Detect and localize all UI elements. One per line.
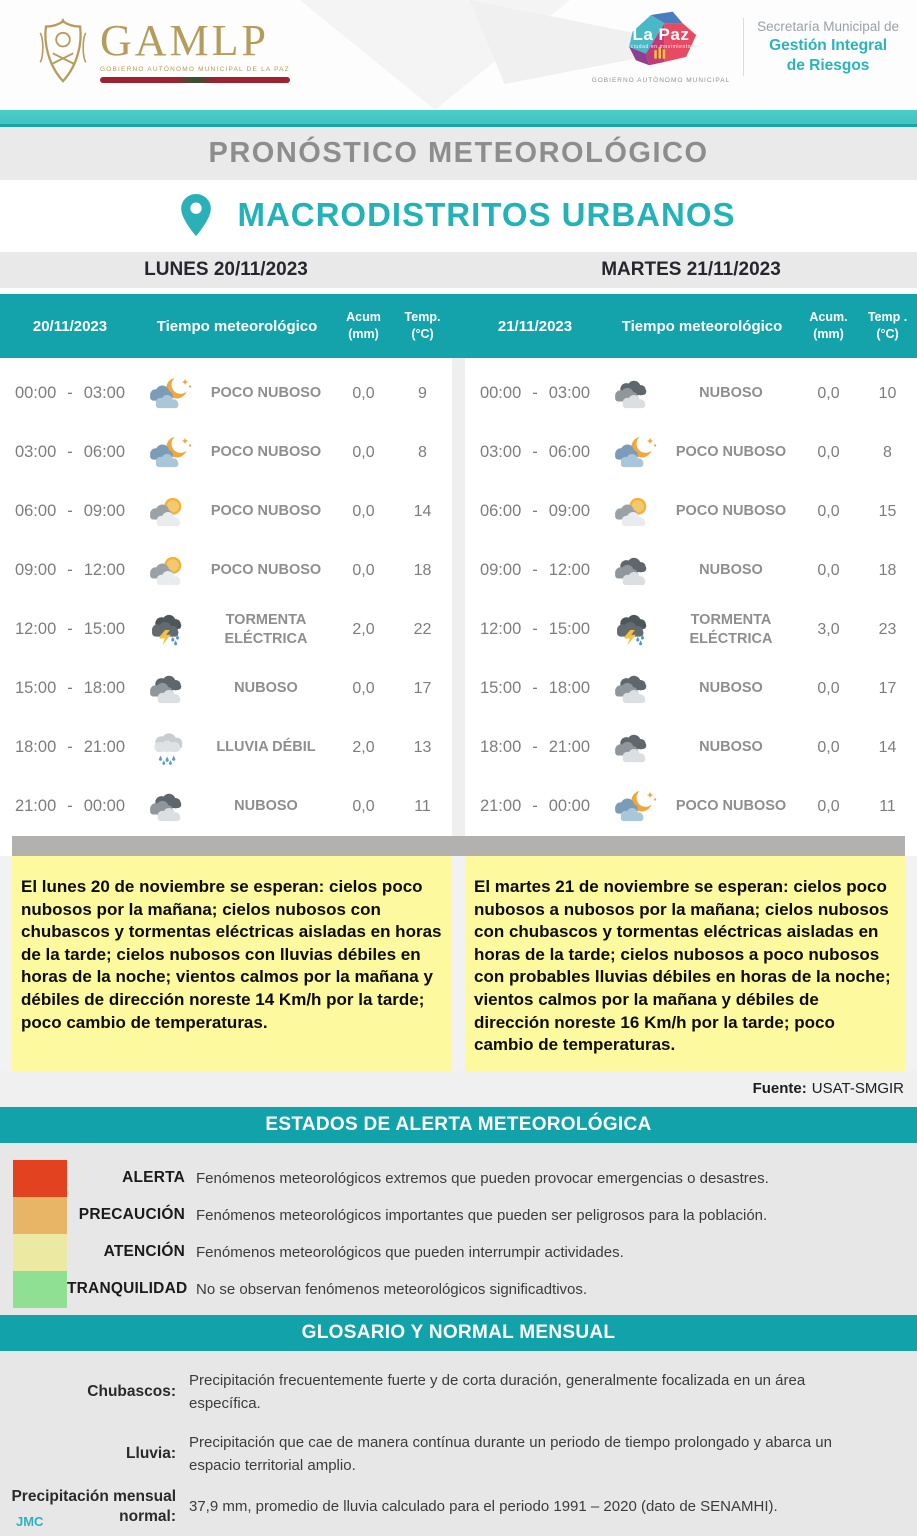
weather-icon: [140, 436, 198, 470]
secretaria-line3: de Riesgos: [786, 56, 870, 74]
secretaria-line2: Gestión Integral: [769, 36, 888, 54]
weather-icon: [140, 495, 198, 529]
time-end: 12:00: [548, 561, 591, 579]
summary-tuesday: [465, 856, 905, 1071]
alert-color-swatch: [13, 1160, 67, 1197]
time-end: 21:00: [548, 738, 591, 756]
time-range: [465, 797, 605, 816]
location-pin-icon: [181, 194, 211, 236]
time-start: 18:00: [14, 738, 57, 756]
precipitation-value: 0,0: [817, 738, 840, 756]
secretaria-block: [757, 18, 907, 76]
precipitation-value: 2,0: [352, 620, 375, 638]
alerts-section-title: ESTADOS DE ALERTA METEOROLÓGICA: [0, 1107, 917, 1143]
time-end: 09:00: [83, 502, 126, 520]
precipitation-value: 0,0: [817, 443, 840, 461]
header: [0, 0, 917, 110]
source-label: Fuente:: [752, 1080, 807, 1098]
alert-label: ATENCIÓN: [103, 1243, 185, 1261]
weather-icon: [140, 790, 198, 824]
weather-icon: [605, 613, 663, 647]
table-row: [465, 482, 917, 541]
summaries: [0, 856, 917, 1071]
time-range: [0, 738, 140, 757]
time-separator: -: [532, 738, 538, 756]
column-temp: [393, 309, 452, 343]
weather-icon: [605, 377, 663, 411]
weather-condition: POCO NUBOSO: [210, 562, 322, 579]
temperature-value: 11: [414, 797, 431, 815]
column-date: 20/11/2023: [32, 317, 108, 335]
time-start: 00:00: [14, 384, 57, 402]
time-separator: -: [532, 443, 538, 461]
table-header-tuesday: [465, 294, 917, 358]
time-range: [0, 679, 140, 698]
column-acum-line1: Acum: [346, 310, 381, 325]
time-range: [0, 797, 140, 816]
time-end: 18:00: [548, 679, 591, 697]
time-separator: -: [532, 679, 538, 697]
alert-description: Fenómenos meteorológicos que pueden interrumpir actividades.: [196, 1243, 624, 1261]
alert-description: No se observan fenómenos meteorológicos significadtivos.: [196, 1280, 588, 1298]
weather-condition: NUBOSO: [699, 562, 763, 579]
time-start: 12:00: [479, 620, 522, 638]
title-band: [0, 127, 917, 180]
forecast-table-monday: [0, 358, 452, 836]
glossary-definition: 37,9 mm, promedio de lluvia calculado para el periodo 1991 – 2020 (dato de SENAMHI).: [189, 1498, 778, 1516]
time-separator: -: [67, 384, 73, 402]
table-header: [0, 294, 917, 358]
weather-icon: [140, 672, 198, 706]
lapaz-tagline: ciudad en movimiento: [630, 44, 692, 50]
time-separator: -: [67, 561, 73, 579]
temperature-value: 17: [413, 679, 432, 697]
precipitation-value: 0,0: [352, 384, 375, 402]
weather-condition: NUBOSO: [699, 739, 763, 756]
gamlp-ribbon: [100, 77, 290, 83]
gamlp-crest-icon: [38, 16, 88, 86]
alert-color-swatch: [13, 1271, 67, 1308]
glossary-term: Chubascos:: [87, 1382, 176, 1400]
lapaz-logo: [592, 10, 730, 84]
time-separator: -: [67, 679, 73, 697]
table-row: [465, 777, 917, 836]
temperature-value: 14: [878, 738, 897, 756]
author-initials: JMC: [16, 1513, 44, 1529]
gamlp-logo: [38, 16, 290, 86]
time-separator: -: [67, 738, 73, 756]
glossary-row: [0, 1485, 917, 1529]
table-row: [0, 364, 452, 423]
time-end: 21:00: [83, 738, 126, 756]
glossary-term: Lluvia:: [126, 1444, 176, 1462]
table-row: [465, 423, 917, 482]
temperature-value: 11: [879, 797, 896, 815]
column-temp-line1: Temp .: [867, 310, 908, 325]
weather-icon: [605, 790, 663, 824]
page-subtitle: MACRODISTRITOS URBANOS: [237, 196, 736, 233]
precipitation-value: 2,0: [352, 738, 375, 756]
alert-color-swatch: [13, 1197, 67, 1234]
time-start: 09:00: [14, 561, 57, 579]
temperature-value: 18: [878, 561, 897, 579]
glossary-definition: Precipitación que cae de manera contínua durante un periodo de tiempo prolongado y abarca un espacio territorial amplio.: [189, 1433, 832, 1474]
source-value: USAT-SMGIR: [811, 1080, 904, 1098]
time-separator: -: [532, 620, 538, 638]
alert-description: Fenómenos meteorológicos extremos que pueden provocar emergencias o desastres.: [196, 1169, 769, 1187]
time-start: 06:00: [479, 502, 522, 520]
weather-condition: NUBOSO: [699, 385, 763, 402]
column-temp-line2: (°C): [411, 327, 434, 341]
secretaria-line1: Secretaría Municipal de: [757, 19, 899, 35]
table-header-monday: [0, 294, 452, 358]
temperature-value: 10: [878, 384, 897, 402]
weather-icon: [140, 613, 198, 647]
weather-icon: [605, 436, 663, 470]
summary-monday: [12, 856, 452, 1071]
column-weather: Tiempo meteorológico: [156, 317, 318, 335]
weather-icon: [605, 554, 663, 588]
column-temp: [858, 309, 917, 343]
time-end: 03:00: [83, 384, 126, 402]
weather-icon: [140, 377, 198, 411]
table-center-divider: [452, 358, 465, 836]
temperature-value: 17: [878, 679, 897, 697]
time-start: 03:00: [479, 443, 522, 461]
weather-icon: [140, 731, 198, 765]
time-start: 15:00: [479, 679, 522, 697]
table-row: [465, 541, 917, 600]
weather-condition: POCO NUBOSO: [675, 444, 787, 461]
day-header-monday: LUNES 20/11/2023: [144, 259, 308, 280]
table-row: [0, 482, 452, 541]
header-divider: [743, 18, 744, 76]
weather-icon: [140, 554, 198, 588]
weather-condition: TORMENTA ELÉCTRICA: [689, 611, 773, 647]
time-start: 21:00: [14, 797, 57, 815]
glossary-row: [0, 1423, 917, 1485]
alert-row: [0, 1234, 917, 1271]
page-title: PRONÓSTICO METEOROLÓGICO: [208, 137, 709, 169]
table-row: [0, 777, 452, 836]
time-start: 12:00: [14, 620, 57, 638]
time-range: [0, 502, 140, 521]
time-range: [0, 443, 140, 462]
weather-condition: TORMENTA ELÉCTRICA: [224, 611, 308, 647]
forecast-table-tuesday: [465, 358, 917, 836]
time-range: [0, 561, 140, 580]
day-header-band: [0, 252, 917, 288]
precipitation-value: 0,0: [352, 797, 375, 815]
time-range: [465, 384, 605, 403]
precipitation-value: 0,0: [817, 797, 840, 815]
temperature-value: 13: [413, 738, 432, 756]
alert-row: [0, 1271, 917, 1308]
time-end: 00:00: [548, 797, 591, 815]
source-row: [0, 1071, 917, 1107]
column-acum-line1: Acum.: [809, 310, 848, 325]
summary-monday-text: El lunes 20 de noviembre se esperan: cielos poco nubosos por la mañana; cielos nubosos con chubascos y tormentas eléctricas aisladas en horas de la tarde; cielos nubosos con lluvias débiles en horas de la noche; vientos calmos por la mañana y débiles de dirección noreste 14 Km/h por la tarde; poco cambio de temperaturas.: [21, 877, 442, 1032]
alert-color-swatch: [13, 1234, 67, 1271]
alert-label: ALERTA: [122, 1169, 185, 1187]
temperature-value: 23: [878, 620, 897, 638]
table-row: [0, 659, 452, 718]
time-end: 06:00: [548, 443, 591, 461]
weather-condition: NUBOSO: [234, 680, 298, 697]
precipitation-value: 0,0: [817, 561, 840, 579]
column-temp-line2: (°C): [876, 327, 899, 341]
time-range: [0, 620, 140, 639]
glossary-definition: Precipitación frecuentemente fuerte y de corta duración, generalmente focalizada en un área específica.: [189, 1371, 806, 1412]
table-row: [465, 600, 917, 659]
time-start: 00:00: [479, 384, 522, 402]
alerts-panel: [0, 1143, 917, 1315]
precipitation-value: 0,0: [817, 679, 840, 697]
time-end: 15:00: [548, 620, 591, 638]
temperature-value: 8: [883, 443, 892, 461]
time-separator: -: [67, 502, 73, 520]
time-range: [465, 679, 605, 698]
weather-condition: POCO NUBOSO: [675, 798, 787, 815]
temperature-value: 15: [878, 502, 897, 520]
table-row: [0, 600, 452, 659]
weather-condition: POCO NUBOSO: [210, 444, 322, 461]
glossary-panel: [0, 1351, 917, 1536]
time-separator: -: [67, 797, 73, 815]
weather-icon: [605, 495, 663, 529]
time-end: 15:00: [83, 620, 126, 638]
weather-icon: [605, 731, 663, 765]
temperature-value: 22: [413, 620, 432, 638]
weather-condition: NUBOSO: [699, 680, 763, 697]
weather-icon: [605, 672, 663, 706]
time-start: 03:00: [14, 443, 57, 461]
column-acum: [799, 309, 858, 343]
time-end: 06:00: [83, 443, 126, 461]
alert-row: [0, 1160, 917, 1197]
column-acum-line2: (mm): [813, 327, 844, 341]
time-end: 12:00: [83, 561, 126, 579]
table-row: [0, 541, 452, 600]
temperature-value: 14: [413, 502, 432, 520]
column-weather: Tiempo meteorológico: [621, 317, 783, 335]
precipitation-value: 0,0: [352, 561, 375, 579]
table-row: [0, 718, 452, 777]
time-separator: -: [67, 443, 73, 461]
section-separator-bar: [12, 836, 905, 856]
time-separator: -: [532, 502, 538, 520]
precipitation-value: 0,0: [817, 384, 840, 402]
time-end: 03:00: [548, 384, 591, 402]
time-range: [465, 502, 605, 521]
precipitation-value: 3,0: [817, 620, 840, 638]
temperature-value: 9: [418, 384, 427, 402]
table-body: [0, 358, 917, 836]
day-header-tuesday: MARTES 21/11/2023: [601, 259, 781, 280]
temperature-value: 8: [418, 443, 427, 461]
time-separator: -: [532, 384, 538, 402]
glossary-section-title: GLOSARIO Y NORMAL MENSUAL: [0, 1315, 917, 1351]
time-separator: -: [532, 797, 538, 815]
alert-label: PRECAUCIÓN: [78, 1206, 185, 1224]
table-row: [465, 718, 917, 777]
column-acum: [334, 309, 393, 343]
gamlp-subtitle: GOBIERNO AUTÓNOMO MUNICIPAL DE LA PAZ: [100, 66, 290, 73]
precipitation-value: 0,0: [352, 502, 375, 520]
time-range: [0, 384, 140, 403]
time-separator: -: [532, 561, 538, 579]
column-acum-line2: (mm): [348, 327, 379, 341]
table-row: [465, 659, 917, 718]
time-start: 15:00: [14, 679, 57, 697]
lapaz-name: La Paz: [632, 25, 690, 44]
table-row: [465, 364, 917, 423]
time-end: 09:00: [548, 502, 591, 520]
teal-divider-bar: [0, 110, 917, 127]
weather-condition: NUBOSO: [234, 798, 298, 815]
gamlp-acronym: GAMLP: [100, 16, 270, 65]
time-end: 18:00: [83, 679, 126, 697]
time-range: [465, 561, 605, 580]
column-temp-line1: Temp.: [404, 310, 441, 325]
weather-condition: POCO NUBOSO: [675, 503, 787, 520]
time-range: [465, 738, 605, 757]
alert-description: Fenómenos meteorológicos importantes que pueden ser peligrosos para la población.: [196, 1206, 768, 1224]
precipitation-value: 0,0: [817, 502, 840, 520]
time-start: 21:00: [479, 797, 522, 815]
alert-row: [0, 1197, 917, 1234]
time-range: [465, 620, 605, 639]
weather-condition: POCO NUBOSO: [210, 503, 322, 520]
temperature-value: 18: [413, 561, 432, 579]
time-range: [465, 443, 605, 462]
glossary-row: [0, 1361, 917, 1423]
weather-condition: LLUVIA DÉBIL: [216, 739, 316, 756]
precipitation-value: 0,0: [352, 443, 375, 461]
subtitle-band: [0, 180, 917, 250]
summary-tuesday-text: El martes 21 de noviembre se esperan: cielos poco nubosos a nubosos por la mañana; cielos nubosos con chubascos y tormentas eléctricas aisladas en horas de la tarde; cielos nubosos a poco nubosos con probables lluvias débiles en horas de la noche; vientos calmos por la mañana y débiles de dirección noreste 16 Km/h por la tarde; poco cambio de temperaturas.: [474, 877, 891, 1055]
lapaz-subtitle: GOBIERNO AUTÓNOMO MUNICIPAL: [591, 77, 731, 84]
time-start: 09:00: [479, 561, 522, 579]
column-date: 21/11/2023: [497, 317, 573, 335]
weather-condition: POCO NUBOSO: [210, 385, 322, 402]
precipitation-value: 0,0: [352, 679, 375, 697]
time-start: 06:00: [14, 502, 57, 520]
table-row: [0, 423, 452, 482]
time-start: 18:00: [479, 738, 522, 756]
glossary-term: Precipitación mensual normal:: [11, 1487, 176, 1525]
header-right: [592, 10, 907, 84]
alert-label: TRANQUILIDAD: [67, 1280, 188, 1298]
time-end: 00:00: [83, 797, 126, 815]
time-separator: -: [67, 620, 73, 638]
